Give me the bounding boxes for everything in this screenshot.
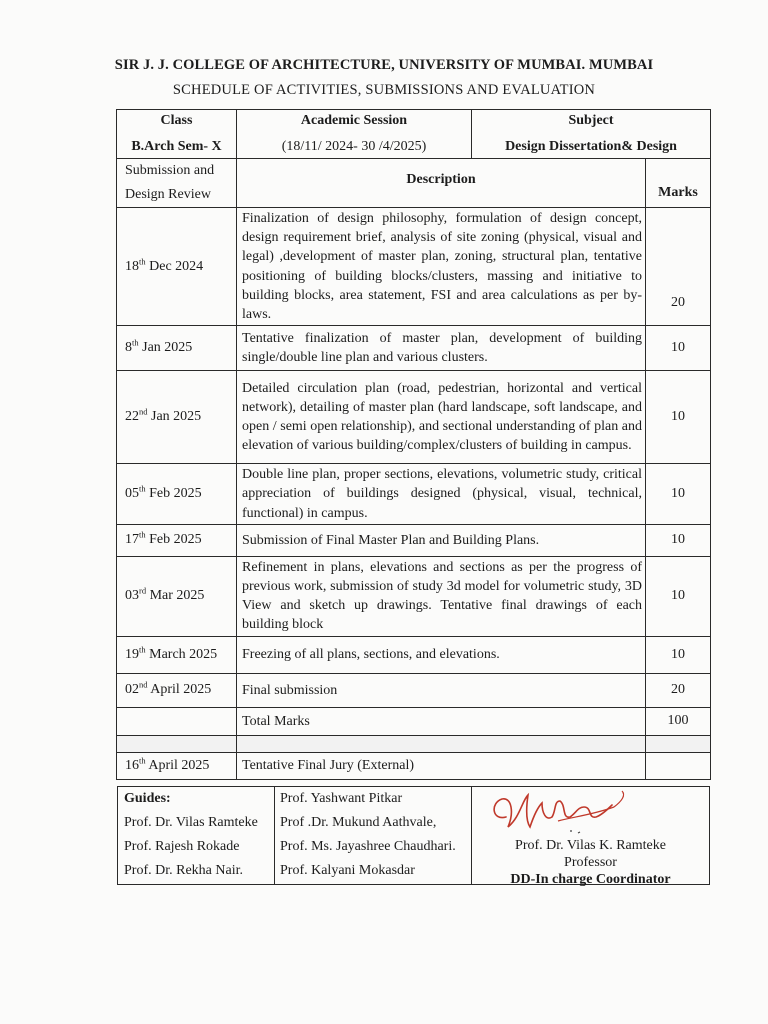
class-value: B.Arch Sem- X [131, 139, 222, 154]
info-row [117, 110, 711, 159]
document-title: SCHEDULE OF ACTIVITIES, SUBMISSIONS AND EVALUATION [172, 82, 596, 98]
row-description: Freezing of all plans, sections, and elevations. [237, 636, 646, 673]
table-row [117, 371, 711, 464]
table-row [117, 464, 711, 525]
blank-cell [237, 735, 646, 752]
signatory-designation: Professor [564, 855, 617, 870]
guides-col1 [118, 787, 275, 885]
row-date: 18th Dec 2024 [117, 208, 237, 326]
row-date: 8th Jan 2025 [117, 326, 237, 371]
guide-name: Prof. Dr. Vilas Ramteke [124, 815, 258, 830]
blank-row [117, 735, 711, 752]
guide-name: Prof .Dr. Mukund Aathvale, [280, 815, 437, 830]
total-row [117, 707, 711, 735]
schedule-table [116, 109, 711, 780]
row-description: Refinement in plans, elevations and sections as per the progress of previous work, submission of study 3d model for volumetric study, 3D View and sketch up drawings. Tentative final drawings of each building block [237, 556, 646, 636]
guide-name: Prof. Dr. Rekha Nair. [124, 863, 243, 878]
subject-label: Subject [568, 113, 614, 128]
row-marks: 10 [646, 524, 711, 556]
marks-header: Marks [646, 159, 711, 208]
guides-label: Guides: [124, 791, 171, 806]
class-cell [117, 110, 237, 159]
row-date: 02nd April 2025 [117, 673, 237, 707]
blank-cell [117, 735, 237, 752]
jury-marks [646, 752, 711, 779]
description-header: Description [237, 159, 646, 208]
row-marks: 10 [646, 371, 711, 464]
submission-header-line1: Submission and [125, 163, 215, 178]
row-marks: 10 [646, 556, 711, 636]
row-date: 03rd Mar 2025 [117, 556, 237, 636]
subject-value: Design Dissertation& Design [505, 139, 677, 154]
row-marks: 20 [646, 673, 711, 707]
session-cell [237, 110, 472, 159]
row-marks: 10 [646, 636, 711, 673]
signatory-role: DD-In charge Coordinator [510, 872, 671, 887]
row-date: 05th Feb 2025 [117, 464, 237, 525]
row-date: 22nd Jan 2025 [117, 371, 237, 464]
row-description: Double line plan, proper sections, elevations, volumetric study, critical appreciation of buildings designed (physical, visual, technical, functional) in campus. [237, 464, 646, 525]
row-date: 17th Feb 2025 [117, 524, 237, 556]
total-label: Total Marks [237, 707, 646, 735]
blank-cell [646, 735, 711, 752]
session-label: Academic Session [300, 113, 408, 128]
table-row [117, 208, 711, 326]
guide-name: Prof. Rajesh Rokade [124, 839, 240, 854]
table-row [117, 673, 711, 707]
row-date: 19th March 2025 [117, 636, 237, 673]
table-row [117, 326, 711, 371]
table-row [117, 556, 711, 636]
guide-name: Prof. Yashwant Pitkar [280, 791, 403, 806]
signature-block [472, 787, 710, 885]
row-description: Detailed circulation plan (road, pedestrian, horizontal and vertical network), detailing of master plan (hard landscape, soft landscape, and open / semi open relationship), and sectional understanding of plan and elevation of various building/complex/clusters of building in campus. [237, 371, 646, 464]
guides-col2 [275, 787, 472, 885]
total-empty-cell [117, 707, 237, 735]
class-label: Class [160, 113, 193, 128]
row-marks: 10 [646, 326, 711, 371]
row-marks: 20 [646, 208, 711, 326]
signature-icon [472, 787, 708, 839]
subject-cell [472, 110, 711, 159]
row-description: Tentative finalization of master plan, development of building single/double line plan and various clusters. [237, 326, 646, 371]
signatory-name: Prof. Dr. Vilas K. Ramteke [515, 838, 666, 853]
guide-name: Prof. Ms. Jayashree Chaudhari. [280, 839, 456, 854]
guides-table [117, 786, 710, 885]
total-marks: 100 [646, 707, 711, 735]
table-row [117, 636, 711, 673]
jury-date: 16th April 2025 [117, 752, 237, 779]
submission-header-line2: Design Review [125, 187, 211, 202]
row-marks: 10 [646, 464, 711, 525]
row-description: Submission of Final Master Plan and Building Plans. [237, 524, 646, 556]
jury-description: Tentative Final Jury (External) [237, 752, 646, 779]
column-header-row [117, 159, 711, 208]
row-description: Final submission [237, 673, 646, 707]
college-name: SIR J. J. COLLEGE OF ARCHITECTURE, UNIVERSITY OF MUMBAI. MUMBAI [114, 57, 654, 73]
row-description: Finalization of design philosophy, formulation of design concept, design requirement brief, analysis of site zoning (physical, visual and legal) ,development of master plan, zoning, structural plan, tentative positioning of building blocks/clusters, massing and initiative to building blocks, area statement, FSI and area calculations as per by-laws. [237, 208, 646, 326]
guide-name: Prof. Kalyani Mokasdar [280, 863, 415, 878]
jury-row [117, 752, 711, 779]
table-row [117, 524, 711, 556]
submission-header [117, 159, 237, 208]
session-value: (18/11/ 2024- 30 /4/2025) [281, 139, 427, 154]
